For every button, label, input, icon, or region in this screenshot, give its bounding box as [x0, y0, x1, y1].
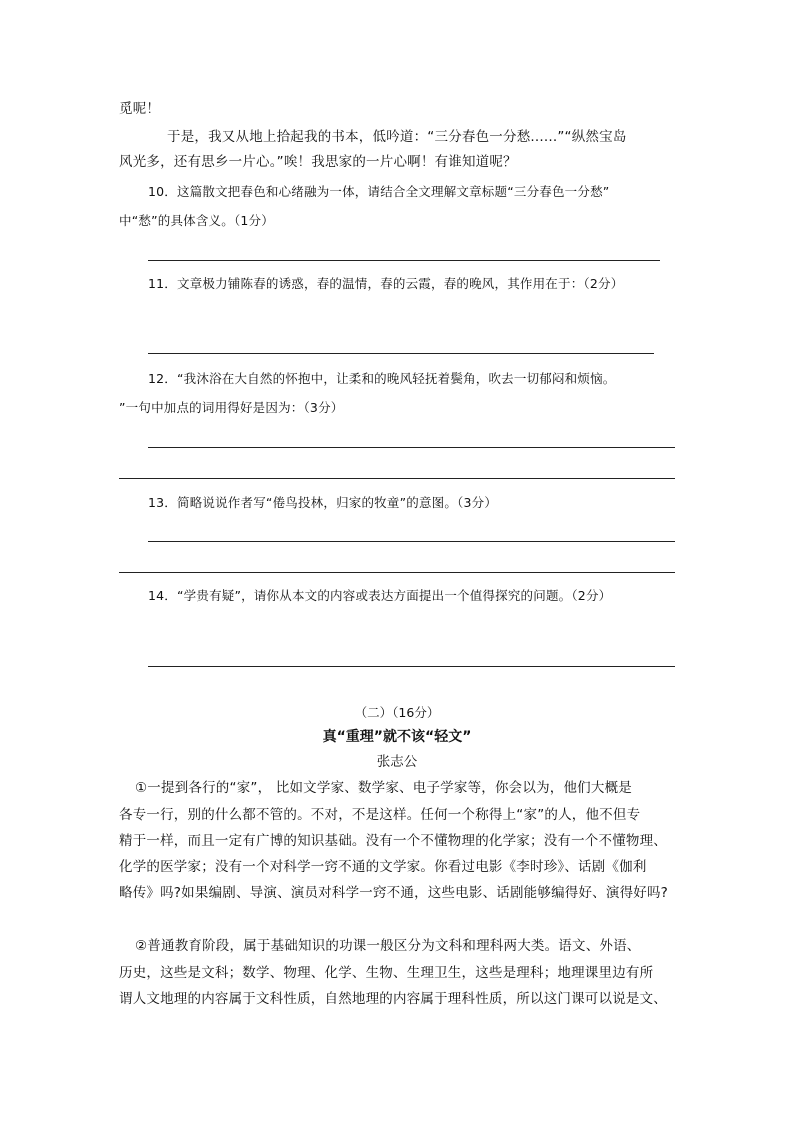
answer-line-q12-b[interactable] — [119, 478, 675, 479]
answer-line-q14[interactable] — [148, 666, 675, 667]
passage-text-line: 风光多，还有思乡一片心。”唉！我思家的一片心啊！有谁知道呢？ — [119, 154, 517, 170]
article-paragraph-line: 各专一行，别的什么都不管的。不对，不是这样。任何一个称得上“家”的人，他不但专 — [119, 807, 641, 823]
passage-text-line: 觅呢！ — [119, 101, 161, 117]
question-13-text: 13．简略说说作者写“倦鸟投林，归家的牧童”的意图。（3分） — [148, 495, 498, 510]
article-paragraph-line: 化学的医学家；没有一个对科学一窍不通的文学家。你看过电影《李时珍》、话剧《伽利 — [119, 859, 647, 875]
question-11-text: 11．文章极力铺陈春的诱惑，春的温情，春的云霞，春的晚风，其作用在于：（2分） — [148, 276, 624, 291]
article-title: 真“重理”就不该“轻文” — [322, 729, 472, 745]
article-paragraph-line: 精于一样，而且一定有广博的知识基础。没有一个不懂物理的化学家；没有一个不懂物理、 — [119, 833, 667, 849]
answer-line-q13-a[interactable] — [148, 541, 675, 542]
section-heading: （二）（16分） — [354, 705, 440, 720]
question-12-text-cont: ”一句中加点的词用得好是因为：（3分） — [119, 400, 344, 415]
article-paragraph-line: 略传》吗?如果编剧、导演、演员对科学一窍不通，这些电影、话剧能够编得好、演得好吗? — [119, 885, 669, 901]
article-paragraph-line: 谓人文地理的内容属于文科性质，自然地理的内容属于理科性质，所以这门课可以说是文、 — [119, 991, 667, 1007]
article-paragraph-line: 历史，这些是文科；数学、物理、化学、生物、生理卫生，这些是理科；地理课里边有所 — [119, 965, 654, 981]
answer-line-q10[interactable] — [148, 260, 660, 261]
answer-line-q12-a[interactable] — [148, 447, 675, 448]
passage-text-line: 于是，我又从地上拾起我的书本，低吟道：“三分春色一分愁......”“纵然宝岛 — [167, 129, 627, 145]
article-paragraph-line: ②普通教育阶段，属于基础知识的功课一般区分为文科和理科两大类。语文、外语、 — [135, 938, 641, 954]
answer-line-q11[interactable] — [148, 353, 654, 354]
question-14-text: 14．“学贵有疑”，请你从本文的内容或表达方面提出一个值得探究的问题。（2分） — [148, 588, 612, 603]
question-12-text: 12．“我沐浴在大自然的怀抱中，让柔和的晚风轻抚着鬓角，吹去一切郁闷和烦恼。 — [148, 371, 616, 386]
article-paragraph-line: ①一提到各行的“家”， 比如文学家、数学家、电子学家等，你会以为，他们大概是 — [135, 780, 632, 796]
answer-line-q13-b[interactable] — [119, 572, 675, 573]
article-author: 张志公 — [376, 754, 418, 770]
question-10-text: 10．这篇散文把春色和心绪融为一体，请结合全文理解文章标题“三分春色一分愁” — [148, 184, 610, 199]
question-10-text-cont: 中“愁”的具体含义。（1分） — [119, 213, 274, 228]
